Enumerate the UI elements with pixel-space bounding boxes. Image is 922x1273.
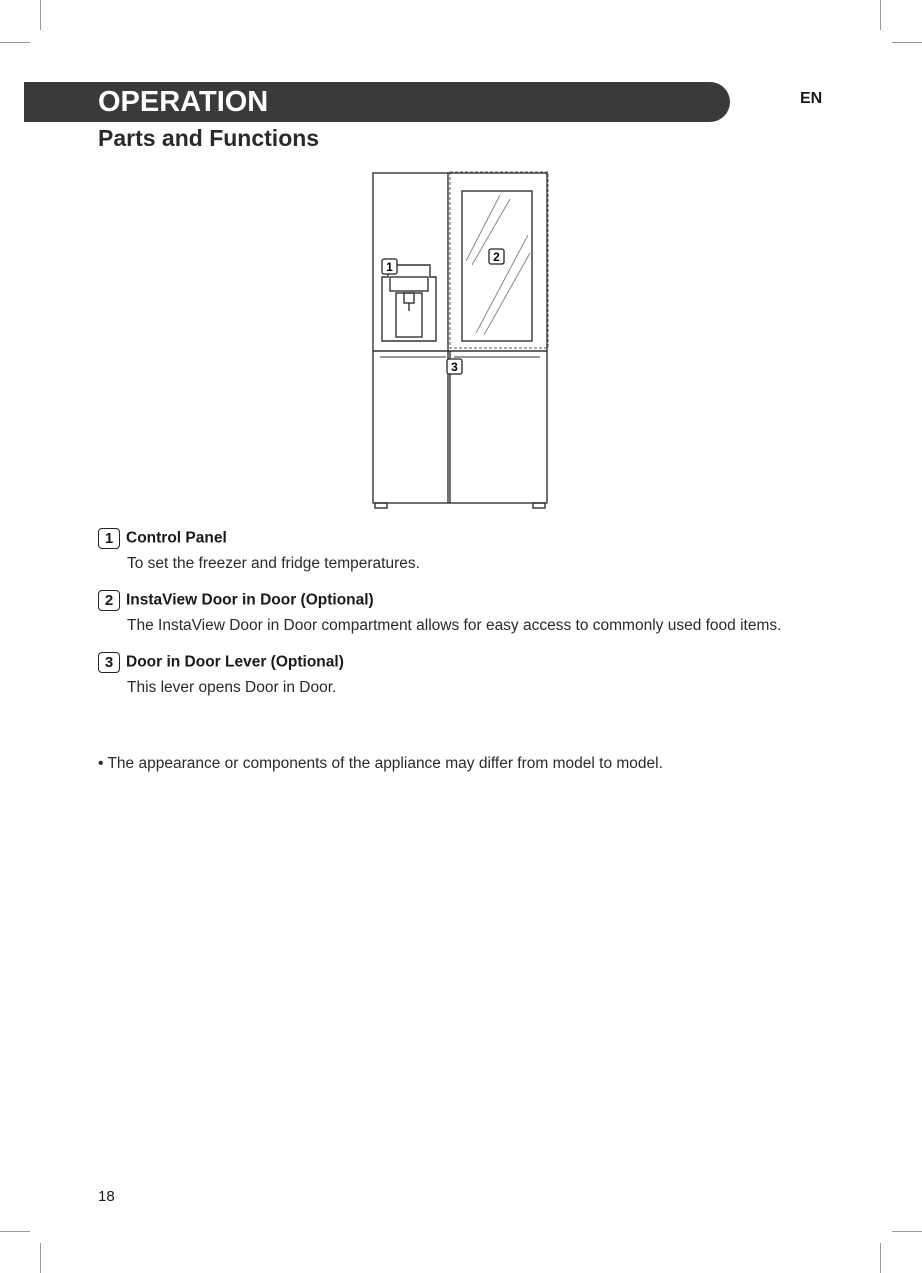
crop-mark — [0, 1231, 30, 1232]
page-title: Parts and Functions — [98, 125, 320, 151]
part-item — [98, 528, 227, 549]
section-header-title: OPERATION — [98, 86, 269, 118]
part-title: Control Panel — [126, 529, 227, 547]
part-description: To set the freezer and fridge temperatures. — [127, 555, 420, 572]
crop-mark — [40, 1243, 41, 1273]
crop-mark — [0, 42, 30, 43]
part-number-badge: 3 — [98, 652, 120, 673]
crop-mark — [880, 1243, 881, 1273]
appearance-note: • The appearance or components of the appliance may differ from model to model. — [98, 755, 663, 772]
language-code: EN — [800, 90, 823, 107]
callout-2: 2 — [493, 250, 500, 264]
crop-mark — [880, 0, 881, 30]
page-number: 18 — [98, 1188, 115, 1205]
crop-mark — [40, 0, 41, 30]
crop-mark — [892, 1231, 922, 1232]
part-number-badge: 1 — [98, 528, 120, 549]
crop-mark — [892, 42, 922, 43]
part-number-badge: 2 — [98, 590, 120, 611]
part-title: Door in Door Lever (Optional) — [126, 653, 344, 671]
part-description: The InstaView Door in Door compartment allows for easy access to commonly used food items. — [127, 617, 782, 634]
refrigerator-illustration — [360, 165, 560, 515]
part-description: This lever opens Door in Door. — [127, 679, 337, 696]
part-item — [98, 652, 344, 673]
callout-1: 1 — [386, 260, 393, 274]
part-title: InstaView Door in Door (Optional) — [126, 591, 374, 609]
callout-3: 3 — [451, 360, 458, 374]
part-item — [98, 590, 374, 611]
